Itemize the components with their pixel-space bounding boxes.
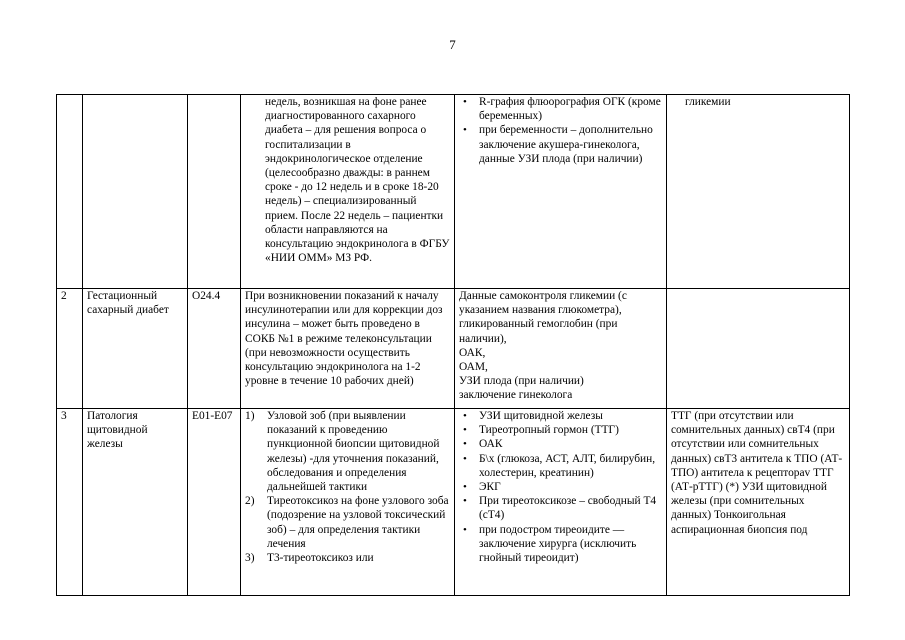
condition-name-cell: Патология щитовидной железы bbox=[83, 409, 188, 596]
indication-item bbox=[245, 551, 450, 565]
icd-code-cell: O24.4 bbox=[188, 289, 241, 409]
row-number-cell bbox=[57, 95, 83, 289]
exam-item: • Б\х (глюкоза, АСТ, АЛТ, билирубин, холестерин, креатинин) bbox=[479, 452, 662, 480]
table-row bbox=[57, 95, 850, 289]
additional-exams-cell bbox=[667, 289, 850, 409]
consultation-indications-cell: недель, возникшая на фоне ранее диагностированного сахарного диабета – для решения вопроса о госпитализации в эндокринологическое отделение (целесообразно дважды: в раннем сроке - до 12 недель и в сроке 18-20 недель) – специализированный прием. После 22 недель – пациентки области направляются на консультацию эндокринолога в ФГБУ «НИИ ОММ» МЗ РФ. bbox=[241, 95, 455, 289]
consultation-indications-cell: При возникновении показаний к началу инсулинотерапии или для коррекции доз инсулина – может быть проведено в СОКБ №1 в режиме телеконсультации (при невозможности осуществить консультацию эндокринолога на 1-2 уровне в течение 10 рабочих дней) bbox=[241, 289, 455, 409]
item-text: Т3-тиреотоксикоз или bbox=[267, 552, 374, 565]
table-row bbox=[57, 289, 850, 409]
additional-exams-cell: гликемии bbox=[667, 95, 850, 289]
table-row bbox=[57, 409, 850, 596]
condition-name-cell: Гестационный сахарный диабет bbox=[83, 289, 188, 409]
item-text: Узловой зоб (при выявлении показаний к проведению пункционной биопсии щитовидной железы) -для уточнения показаний, обследования и определения дальнейшей тактики bbox=[267, 410, 440, 494]
exam-item: • Тиреотропный гормон (ТТГ) bbox=[479, 423, 662, 437]
exam-line: ОАК, bbox=[459, 346, 486, 359]
required-exams-cell bbox=[455, 409, 667, 596]
exam-item: • При тиреотоксикозе – свободный Т4 (сТ4) bbox=[479, 494, 662, 522]
exam-line: Данные самоконтроля гликемии (с указанием названия глюкометра), гликированный гемоглобин (при наличии), bbox=[459, 290, 627, 345]
icd-code-cell bbox=[188, 95, 241, 289]
required-exams-cell bbox=[455, 289, 667, 409]
required-exams-cell bbox=[455, 95, 667, 289]
row-number-cell: 3 bbox=[57, 409, 83, 596]
exam-item: • ЭКГ bbox=[479, 480, 662, 494]
item-number: 1) bbox=[245, 410, 255, 422]
condition-name-cell bbox=[83, 95, 188, 289]
exam-item: • ОАК bbox=[479, 437, 662, 451]
exam-item: • при подостром тиреоидите — заключение хирурга (исключить гнойный тиреоидит) bbox=[479, 523, 662, 566]
item-number: 3) bbox=[245, 552, 255, 565]
row-number-cell: 2 bbox=[57, 289, 83, 409]
item-number: 2) bbox=[245, 495, 255, 508]
icd-code-cell: E01-E07 bbox=[188, 409, 241, 596]
exam-line: ОАМ, bbox=[459, 361, 488, 374]
item-text: Тиреотоксикоз на фоне узлового зоба (подозрение на узловой токсический зоб) – для определения тактики лечения bbox=[267, 495, 449, 550]
additional-exams-cell: ТТГ (при отсутствии или сомнительных данных) свТ4 (при отсутствии или сомнительных данных) свТ3 антитела к ТПО (АТ-ТПО) антитела к рецептораv ТТГ (АТ-рТТГ) (*) УЗИ щитовидной железы (при сомнительных данных) Тонкоигольная аспирационная биопсия под bbox=[667, 409, 850, 596]
consultation-indications-cell bbox=[241, 409, 455, 596]
exam-item: • УЗИ щитовидной железы bbox=[479, 409, 662, 423]
indication-item bbox=[245, 494, 450, 551]
indication-item bbox=[245, 409, 450, 494]
exam-item: • R-графия флюорография ОГК (кроме беременных) bbox=[479, 95, 662, 123]
exam-line: заключение гинеколога bbox=[459, 389, 573, 402]
referral-table bbox=[56, 94, 850, 596]
page-number: 7 bbox=[449, 37, 456, 52]
exam-line: УЗИ плода (при наличии) bbox=[459, 375, 584, 388]
exam-item: • при беременности – дополнительно заключение акушера-гинеколога, данные УЗИ плода (при наличии) bbox=[479, 123, 662, 166]
